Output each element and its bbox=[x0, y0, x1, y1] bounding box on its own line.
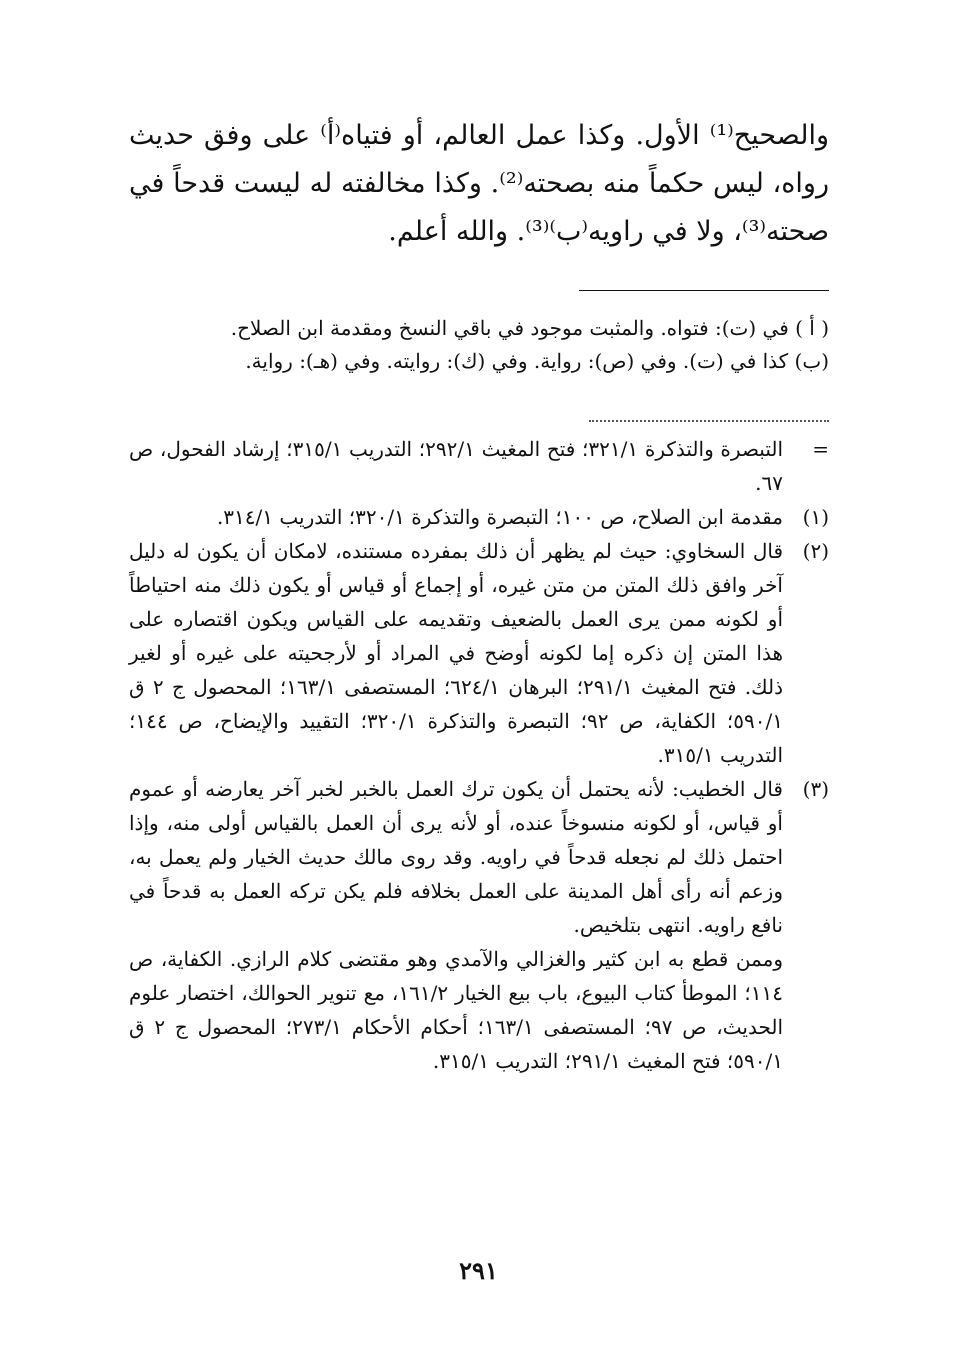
variant-note: ( أ ) في (ت): فتواه. والمثبت موجود في باقي النسخ ومقدمة ابن الصلاح. bbox=[230, 316, 829, 340]
variant-note: (ب) كذا في (ت). وفي (ص): رواية. وفي (ك): روايته. وفي (هـ): رواية. bbox=[245, 349, 829, 373]
footnote-text: مقدمة ابن الصلاح، ص ١٠٠؛ التبصرة والتذكرة ٣٢٠/١؛ التدريب ٣١٤/١. bbox=[216, 505, 783, 529]
footnote-3 bbox=[129, 772, 829, 1078]
footnote-text: قال السخاوي: حيث لم يظهر أن ذلك بمفرده مستنده، لامكان أن يكون له دليل آخر وافق ذلك المتن من متن غيره، أو إجماع أو قياس أو يكون ذلك منه احتياطاً أو لكونه ممن يرى العمل بالضعيف وتقديمه على القياس ويكون اقتصاره على هذا المتن إن ذكره إما لكونه أوضح في المراد أو لأرجحيته على غيره أو لغير ذلك. فتح المغيث ٢٩١/١؛ البرهان ٦٢٤/١؛ المستصفى ١٦٣/١؛ المحصول ج ٢ ق ٥٩٠/١؛ الكفاية، ص ٩٢؛ التبصرة والتذكرة ٣٢٠/١؛ التقييد والإيضاح، ص ١٤٤؛ التدريب ٣١٥/١. bbox=[129, 539, 784, 767]
dotted-separator-line bbox=[589, 420, 829, 422]
footnote-text: قال الخطيب: لأنه يحتمل أن يكون ترك العمل بالخبر لخبر آخر يعارضه أو عموم أو قياس، أو لكونه منسوخاً عنده، أو لأنه يرى أن العمل بالقياس أولى منه، وإذا احتمل ذلك لم نجعله قدحاً في راويه. وقد روى مالك حديث الخيار ولم يعمل به، وزعم أنه رأى أهل المدينة على العمل بخلافه فلم يكن تركه العمل به قدحاً في نافع راويه. انتهى بتلخيص. bbox=[129, 777, 783, 937]
main-text-block bbox=[129, 112, 829, 256]
footnote-marker: (١) bbox=[802, 505, 829, 529]
footnote-continuation bbox=[129, 432, 829, 500]
footnote-text: التبصرة والتذكرة ٣٢١/١؛ فتح المغيث ٢٩٢/١؛ التدريب ٣١٥/١؛ إرشاد الفحول، ص ٦٧. bbox=[129, 437, 784, 495]
footnote-marker: (٢) bbox=[802, 539, 829, 563]
page-number: ٢٩١ bbox=[459, 1256, 498, 1285]
footnote-1 bbox=[129, 500, 829, 534]
manuscript-variants bbox=[129, 312, 829, 378]
footnote-marker: (٣) bbox=[802, 777, 829, 801]
footnote-text: وممن قطع به ابن كثير والغزالي والآمدي وهو مقتضى كلام الرازي. الكفاية، ص ١١٤؛ الموطأ كتاب البيوع، باب بيع الخيار ١٦١/٢، مع تنوير الحوالك، اختصار علوم الحديث، ص ٩٧؛ المستصفى ١٦٣/١؛ أحكام الأحكام ٢٧٣/١؛ المحصول ج ٢ ق ٥٩٠/١؛ فتح المغيث ٢٩١/١؛ التدريب ٣١٥/١. bbox=[129, 947, 784, 1073]
footnote-separator-line bbox=[579, 290, 829, 291]
main-paragraph: والصحيح⁽¹⁾ الأول. وكذا عمل العالم، أو فتياه⁽أ⁾ على وفق حديث رواه، ليس حكماً منه بصحته⁽²⁾. وكذا مخالفته له ليست قدحاً في صحته⁽³⁾، ولا في راويه⁽ب⁾⁽³⁾. والله أعلم. bbox=[129, 120, 829, 247]
footnote-marker: = bbox=[812, 437, 829, 461]
footnotes-section bbox=[129, 432, 829, 1078]
footnote-2 bbox=[129, 534, 829, 772]
